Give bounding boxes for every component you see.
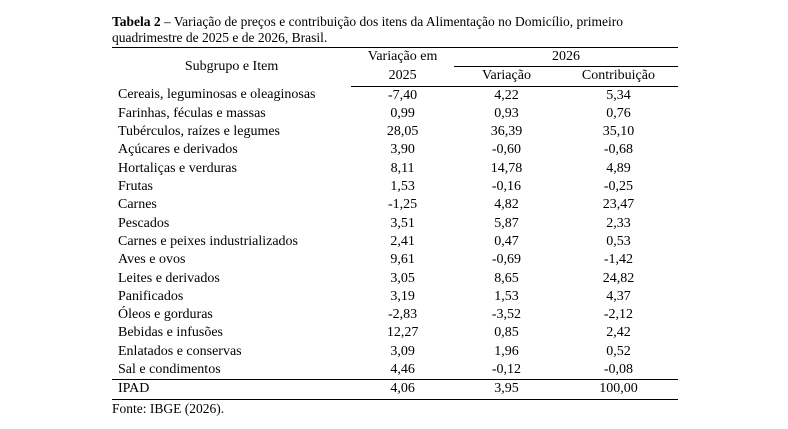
row-variation-2025: 8,11 — [390, 160, 415, 176]
table-row — [112, 343, 678, 361]
row-variation-2026: 36,39 — [490, 124, 523, 140]
row-contribution: 2,42 — [606, 325, 631, 341]
row-contribution: 4,89 — [606, 160, 631, 176]
row-item-label: Farinhas, féculas e massas — [118, 105, 266, 121]
table-container — [112, 14, 678, 417]
row-variation-2026: 4,82 — [494, 197, 519, 213]
row-item-label: Tubérculos, raízes e legumes — [118, 124, 280, 140]
total-v2026: 3,95 — [454, 380, 559, 399]
row-contribution: 0,52 — [606, 343, 631, 359]
total-row — [112, 380, 678, 399]
row-item-label: Pescados — [118, 215, 170, 231]
row-variation-2025: 3,90 — [390, 142, 415, 158]
row-variation-2026: 5,87 — [494, 215, 519, 231]
row-contribution: 5,34 — [606, 87, 631, 103]
row-item-label: Enlatados e conservas — [118, 343, 242, 359]
row-variation-2025: 3,19 — [390, 288, 415, 304]
caption-label: Tabela 2 — [112, 14, 161, 29]
row-item-label: Bebidas e infusões — [118, 325, 223, 341]
row-variation-2026: -0,12 — [491, 362, 522, 378]
row-variation-2026: 1,53 — [494, 288, 519, 304]
header-row-1 — [112, 48, 678, 67]
row-contribution: -1,42 — [603, 252, 634, 268]
table-row — [112, 178, 678, 196]
row-variation-2026: -0,16 — [491, 179, 522, 195]
row-item-label: Aves e ovos — [118, 252, 186, 268]
header-contribution: Contribuição — [559, 67, 678, 86]
table-row — [112, 233, 678, 251]
header-subgroup: Subgrupo e Item — [184, 58, 279, 74]
total-label: IPAD — [112, 380, 351, 399]
row-contribution: 23,47 — [602, 197, 635, 213]
table-row — [112, 306, 678, 324]
table-caption — [112, 14, 678, 46]
row-item-label: Frutas — [118, 179, 153, 195]
row-variation-2026: -3,52 — [491, 307, 522, 323]
row-contribution: 4,37 — [606, 288, 631, 304]
data-table — [112, 47, 678, 400]
table-row — [112, 215, 678, 233]
table-row — [112, 324, 678, 342]
row-item-label: Sal e condimentos — [118, 362, 221, 378]
table-row — [112, 86, 678, 105]
header-group-2026: 2026 — [454, 48, 678, 67]
row-item-label: Açúcares e derivados — [118, 142, 238, 158]
row-contribution: -0,68 — [603, 142, 634, 158]
row-contribution: 2,33 — [606, 215, 631, 231]
row-variation-2025: 3,51 — [390, 215, 415, 231]
row-variation-2025: 0,99 — [390, 105, 415, 121]
row-variation-2025: 4,46 — [390, 362, 415, 378]
row-item-label: Carnes — [118, 197, 157, 213]
row-contribution: -2,12 — [603, 307, 634, 323]
row-variation-2026: 14,78 — [490, 160, 523, 176]
row-contribution: 0,76 — [606, 105, 631, 121]
row-item-label: Cereais, leguminosas e oleaginosas — [118, 87, 316, 103]
table-row — [112, 123, 678, 141]
total-contribution: 100,00 — [559, 380, 678, 399]
row-variation-2025: 3,05 — [390, 270, 415, 286]
row-variation-2026: -0,69 — [491, 252, 522, 268]
row-item-label: Leites e derivados — [118, 270, 220, 286]
row-variation-2025: -7,40 — [387, 87, 418, 103]
table-row — [112, 196, 678, 214]
row-variation-2026: 1,96 — [494, 343, 519, 359]
row-contribution: 35,10 — [602, 124, 635, 140]
row-variation-2025: -1,25 — [387, 197, 418, 213]
caption-text: – Variação de preços e contribuição dos itens da Alimentação no Domicílio, primeiro quadrimestre de 2025 e de 2026, Brasil. — [112, 14, 624, 45]
row-variation-2025: 3,09 — [390, 343, 415, 359]
table-row — [112, 361, 678, 380]
row-variation-2026: 0,47 — [494, 233, 519, 249]
row-variation-2026: -0,60 — [491, 142, 522, 158]
source-note: Fonte: IBGE (2026). — [112, 400, 225, 416]
header-variation-2026: Variação — [454, 67, 559, 86]
row-variation-2026: 0,93 — [494, 105, 519, 121]
table-body — [112, 86, 678, 380]
row-contribution: -0,08 — [603, 362, 634, 378]
row-variation-2025: 12,27 — [386, 325, 419, 341]
header-variation-2025-line1: Variação em — [367, 49, 438, 65]
row-variation-2026: 4,22 — [494, 87, 519, 103]
row-item-label: Panificados — [118, 288, 184, 304]
row-contribution: -0,25 — [603, 179, 634, 195]
row-item-label: Óleos e gorduras — [118, 307, 213, 323]
row-variation-2025: -2,83 — [387, 307, 418, 323]
table-row — [112, 160, 678, 178]
row-variation-2025: 28,05 — [386, 124, 419, 140]
row-item-label: Hortaliças e verduras — [118, 160, 237, 176]
table-row — [112, 251, 678, 269]
row-variation-2025: 9,61 — [390, 252, 415, 268]
table-row — [112, 105, 678, 123]
table-row — [112, 288, 678, 306]
header-variation-2025-line2: 2025 — [351, 67, 454, 86]
row-contribution: 0,53 — [606, 233, 631, 249]
row-variation-2026: 0,85 — [494, 325, 519, 341]
row-item-label: Carnes e peixes industrializados — [118, 233, 299, 249]
total-v2025: 4,06 — [351, 380, 454, 399]
row-variation-2025: 1,53 — [390, 179, 415, 195]
row-variation-2026: 8,65 — [494, 270, 519, 286]
table-row — [112, 270, 678, 288]
row-variation-2025: 2,41 — [390, 233, 415, 249]
table-row — [112, 141, 678, 159]
row-contribution: 24,82 — [602, 270, 635, 286]
